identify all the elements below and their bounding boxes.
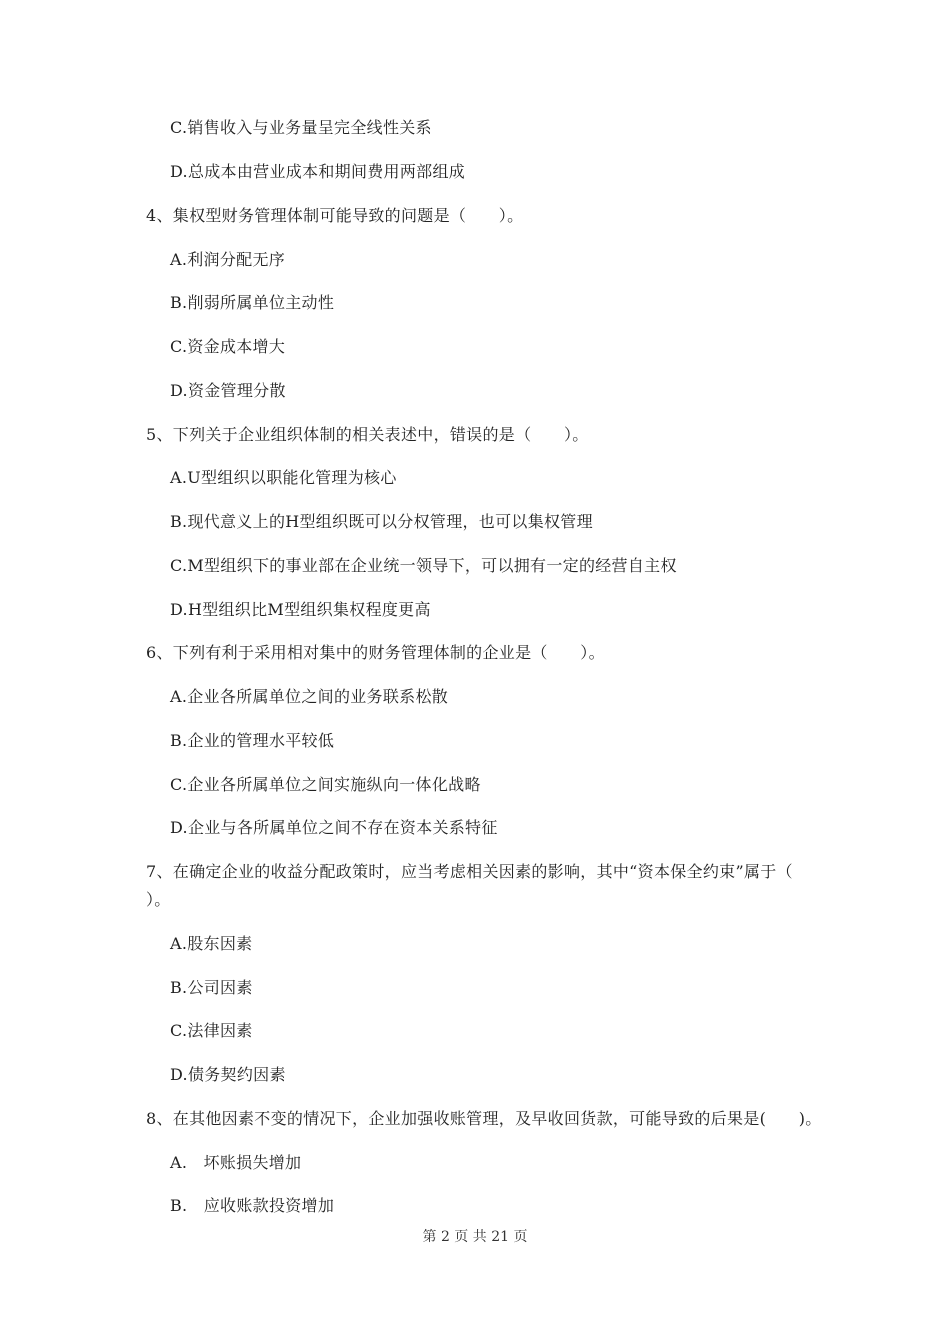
option-d-q4: D.资金管理分散 [170, 381, 286, 400]
option-d-q5: D.H型组织比M型组织集权程度更高 [170, 600, 431, 619]
question-7-continuation: ）。 [146, 890, 171, 909]
question-7: 7、在确定企业的收益分配政策时，应当考虑相关因素的影响，其中“资本保全约束”属于（ [146, 862, 793, 881]
option-a-q4: A.利润分配无序 [170, 250, 286, 269]
option-a-q5: A.U型组织以职能化管理为核心 [170, 468, 397, 487]
option-a-q7: A.股东因素 [170, 934, 253, 953]
option-a-q8: A. 坏账损失增加 [170, 1153, 302, 1172]
option-c-q3: C.销售收入与业务量呈完全线性关系 [170, 118, 432, 137]
option-c-q4: C.资金成本增大 [170, 337, 286, 356]
question-8: 8、在其他因素不变的情况下，企业加强收账管理，及早收回货款，可能导致的后果是( )。 [146, 1109, 822, 1128]
option-c-q5: C.M型组织下的事业部在企业统一领导下，可以拥有一定的经营自主权 [170, 556, 677, 575]
question-5: 5、下列关于企业组织体制的相关表述中，错误的是（ ）。 [146, 425, 589, 444]
option-d-q7: D.债务契约因素 [170, 1065, 286, 1084]
option-b-q6: B.企业的管理水平较低 [170, 731, 335, 750]
option-b-q8: B. 应收账款投资增加 [170, 1196, 335, 1215]
option-b-q7: B.公司因素 [170, 978, 253, 997]
option-d-q6: D.企业与各所属单位之间不存在资本关系特征 [170, 818, 498, 837]
option-b-q4: B.削弱所属单位主动性 [170, 293, 335, 312]
option-d-q3: D.总成本由营业成本和期间费用两部组成 [170, 162, 466, 181]
question-4: 4、集权型财务管理体制可能导致的问题是（ ）。 [146, 206, 524, 225]
option-c-q7: C.法律因素 [170, 1021, 253, 1040]
page-number-footer: 第 2 页 共 21 页 [422, 1229, 528, 1245]
option-a-q6: A.企业各所属单位之间的业务联系松散 [170, 687, 449, 706]
option-b-q5: B.现代意义上的H型组织既可以分权管理，也可以集权管理 [170, 512, 593, 531]
question-6: 6、下列有利于采用相对集中的财务管理体制的企业是（ ）。 [146, 643, 605, 662]
option-c-q6: C.企业各所属单位之间实施纵向一体化战略 [170, 775, 481, 794]
